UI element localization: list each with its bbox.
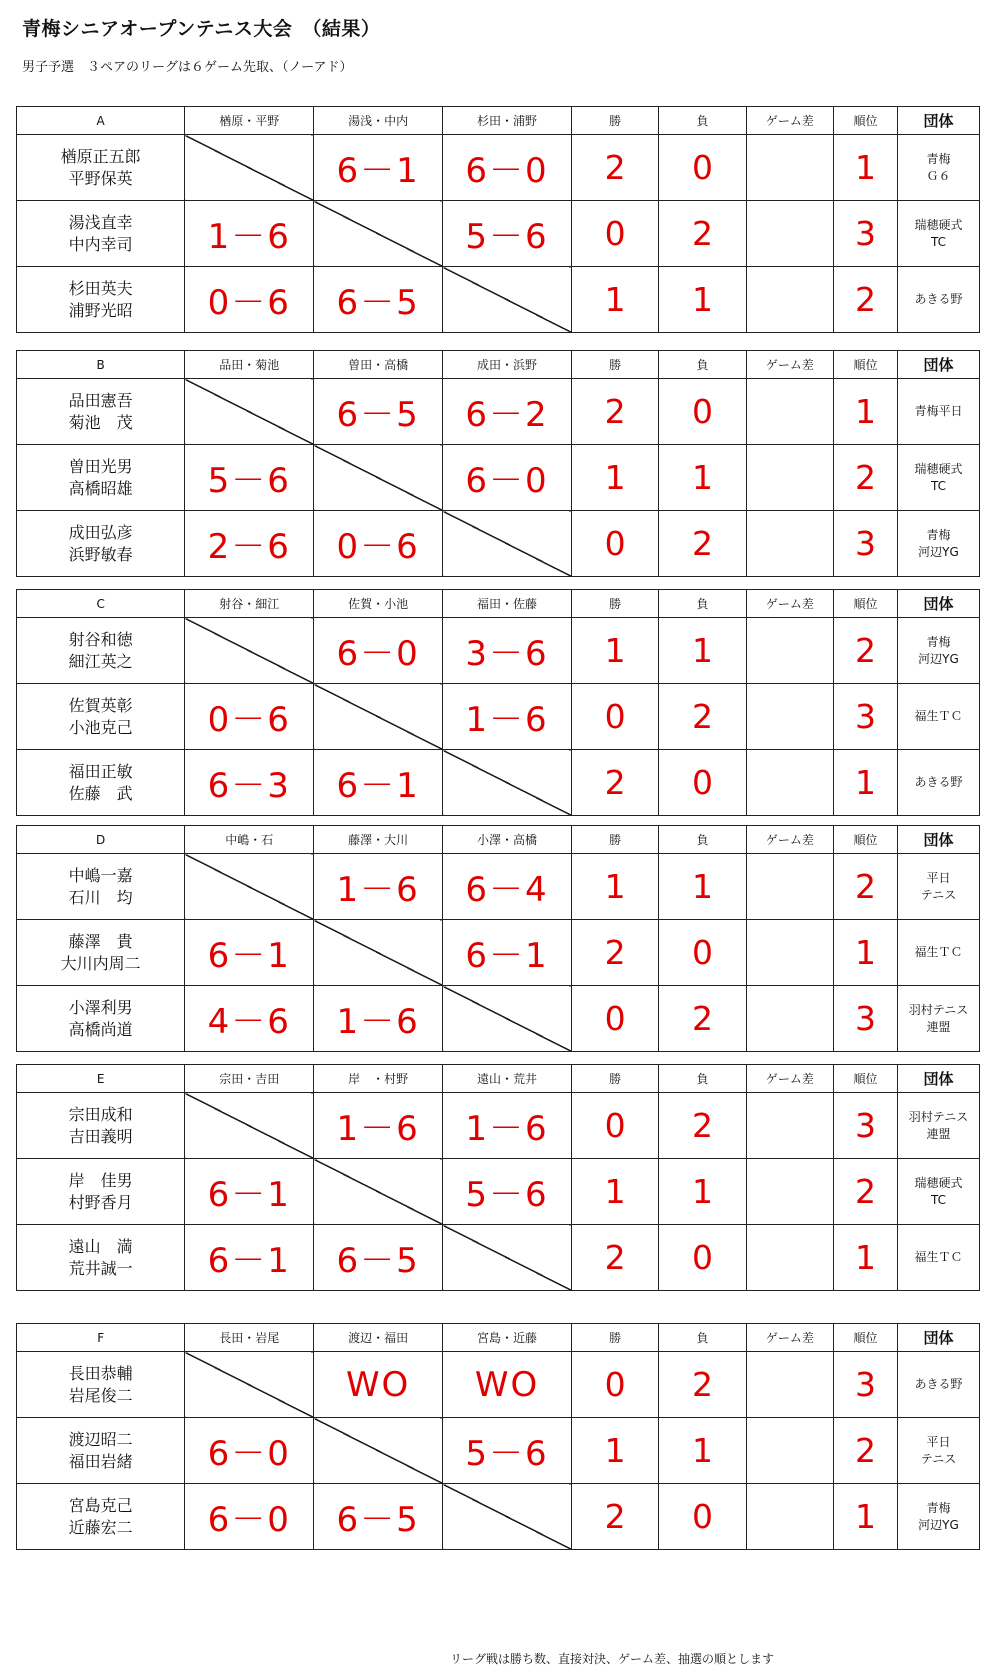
game-diff-header: ゲーム差 bbox=[746, 351, 833, 379]
self-match-cell bbox=[314, 445, 443, 511]
pair-names: 成田弘彦 浜野敏春 bbox=[17, 511, 185, 577]
table-row bbox=[17, 445, 980, 511]
table-row bbox=[17, 1352, 980, 1418]
team-header: 団体 bbox=[897, 1065, 979, 1093]
pair-column-header: 遠山・荒井 bbox=[443, 1065, 572, 1093]
loss-count: 1 bbox=[659, 445, 746, 511]
league-label: D bbox=[17, 826, 185, 854]
team-name: 福生ＴＣ bbox=[897, 1225, 979, 1291]
match-score: 0－6 bbox=[185, 267, 314, 333]
game-diff-value bbox=[746, 1225, 833, 1291]
game-diff-value bbox=[746, 445, 833, 511]
rank-value: 2 bbox=[834, 854, 898, 920]
table-row bbox=[17, 1484, 980, 1550]
match-score: 6－5 bbox=[314, 267, 443, 333]
game-diff-value bbox=[746, 267, 833, 333]
game-diff-header: ゲーム差 bbox=[746, 590, 833, 618]
match-score: 1－6 bbox=[443, 1093, 572, 1159]
pair-names: 射谷和徳 細江英之 bbox=[17, 618, 185, 684]
match-score: 6－4 bbox=[443, 854, 572, 920]
team-header: 団体 bbox=[897, 826, 979, 854]
rank-value: 2 bbox=[834, 445, 898, 511]
table-row bbox=[17, 618, 980, 684]
self-match-cell bbox=[185, 1352, 314, 1418]
pair-names: 品田憲吾 菊池 茂 bbox=[17, 379, 185, 445]
game-diff-value bbox=[746, 920, 833, 986]
team-name: あきる野 bbox=[897, 267, 979, 333]
self-match-cell bbox=[314, 684, 443, 750]
game-diff-value bbox=[746, 986, 833, 1052]
match-score: 6－1 bbox=[185, 920, 314, 986]
table-row bbox=[17, 267, 980, 333]
match-score: 1－6 bbox=[185, 201, 314, 267]
match-score: 6－5 bbox=[314, 1225, 443, 1291]
loss-count: 1 bbox=[659, 267, 746, 333]
pair-column-header: 藤澤・大川 bbox=[314, 826, 443, 854]
league-table-c bbox=[16, 589, 980, 816]
game-diff-header: ゲーム差 bbox=[746, 1324, 833, 1352]
pair-names: 杉田英夫 浦野光昭 bbox=[17, 267, 185, 333]
match-score: 6－0 bbox=[185, 1418, 314, 1484]
pair-column-header: 岸 ・村野 bbox=[314, 1065, 443, 1093]
rank-value: 1 bbox=[834, 135, 898, 201]
self-match-cell bbox=[443, 986, 572, 1052]
rank-value: 1 bbox=[834, 1484, 898, 1550]
win-count: 0 bbox=[571, 1093, 658, 1159]
pair-names: 楢原正五郎 平野保英 bbox=[17, 135, 185, 201]
footnote: リーグ戦は勝ち数、直接対決、ゲーム差、抽選の順とします bbox=[450, 1652, 775, 1666]
game-diff-value bbox=[746, 201, 833, 267]
team-name: 瑞穂硬式 TC bbox=[897, 445, 979, 511]
game-diff-value bbox=[746, 854, 833, 920]
match-score: 0－6 bbox=[314, 511, 443, 577]
win-count: 2 bbox=[571, 1484, 658, 1550]
win-count: 2 bbox=[571, 135, 658, 201]
win-header: 勝 bbox=[571, 107, 658, 135]
self-match-cell bbox=[185, 135, 314, 201]
rank-value: 3 bbox=[834, 684, 898, 750]
pair-column-header: 射谷・細江 bbox=[185, 590, 314, 618]
loss-count: 1 bbox=[659, 618, 746, 684]
match-score: 6－0 bbox=[443, 135, 572, 201]
table-row bbox=[17, 1093, 980, 1159]
match-score: 5－6 bbox=[443, 1159, 572, 1225]
table-row bbox=[17, 1225, 980, 1291]
rank-header: 順位 bbox=[834, 590, 898, 618]
match-score: 6－0 bbox=[314, 618, 443, 684]
pair-names: 中嶋一嘉 石川 均 bbox=[17, 854, 185, 920]
table-row bbox=[17, 511, 980, 577]
pair-column-header: 楢原・平野 bbox=[185, 107, 314, 135]
game-diff-value bbox=[746, 1418, 833, 1484]
self-match-cell bbox=[185, 379, 314, 445]
loss-header: 負 bbox=[659, 1324, 746, 1352]
win-count: 2 bbox=[571, 379, 658, 445]
team-name: 瑞穂硬式 TC bbox=[897, 201, 979, 267]
table-row bbox=[17, 750, 980, 816]
team-name: 福生ＴＣ bbox=[897, 920, 979, 986]
rank-header: 順位 bbox=[834, 1324, 898, 1352]
league-table-f bbox=[16, 1323, 980, 1550]
win-header: 勝 bbox=[571, 590, 658, 618]
match-score: 6－0 bbox=[443, 445, 572, 511]
loss-count: 0 bbox=[659, 1225, 746, 1291]
team-name: 青梅 河辺YG bbox=[897, 511, 979, 577]
team-name: あきる野 bbox=[897, 750, 979, 816]
pair-column-header: 湯浅・中内 bbox=[314, 107, 443, 135]
match-score: 6－0 bbox=[185, 1484, 314, 1550]
game-diff-value bbox=[746, 135, 833, 201]
rank-header: 順位 bbox=[834, 1065, 898, 1093]
team-name: 青梅 河辺YG bbox=[897, 1484, 979, 1550]
match-score: 5－6 bbox=[443, 1418, 572, 1484]
loss-count: 2 bbox=[659, 1352, 746, 1418]
self-match-cell bbox=[185, 1093, 314, 1159]
win-count: 1 bbox=[571, 854, 658, 920]
rank-value: 3 bbox=[834, 511, 898, 577]
match-score: 6－2 bbox=[443, 379, 572, 445]
pair-column-header: 曽田・高橋 bbox=[314, 351, 443, 379]
pair-column-header: 中嶋・石 bbox=[185, 826, 314, 854]
loss-count: 2 bbox=[659, 511, 746, 577]
self-match-cell bbox=[185, 854, 314, 920]
win-count: 0 bbox=[571, 986, 658, 1052]
pair-column-header: 佐賀・小池 bbox=[314, 590, 443, 618]
loss-header: 負 bbox=[659, 351, 746, 379]
match-score: 1－6 bbox=[314, 986, 443, 1052]
win-header: 勝 bbox=[571, 351, 658, 379]
win-header: 勝 bbox=[571, 826, 658, 854]
self-match-cell bbox=[314, 201, 443, 267]
rank-value: 3 bbox=[834, 201, 898, 267]
pair-column-header: 成田・浜野 bbox=[443, 351, 572, 379]
league-label: F bbox=[17, 1324, 185, 1352]
team-name: 平日 テニス bbox=[897, 1418, 979, 1484]
match-score: 5－6 bbox=[443, 201, 572, 267]
rank-value: 2 bbox=[834, 267, 898, 333]
league-table-d bbox=[16, 825, 980, 1052]
win-count: 0 bbox=[571, 684, 658, 750]
game-diff-value bbox=[746, 1159, 833, 1225]
league-header-row bbox=[17, 590, 980, 618]
win-count: 1 bbox=[571, 1159, 658, 1225]
game-diff-value bbox=[746, 379, 833, 445]
pair-names: 藤澤 貴 大川内周二 bbox=[17, 920, 185, 986]
win-count: 1 bbox=[571, 618, 658, 684]
loss-count: 1 bbox=[659, 854, 746, 920]
game-diff-value bbox=[746, 1484, 833, 1550]
rank-value: 1 bbox=[834, 750, 898, 816]
team-name: 羽村テニス 連盟 bbox=[897, 1093, 979, 1159]
win-count: 2 bbox=[571, 920, 658, 986]
team-name: 福生ＴＣ bbox=[897, 684, 979, 750]
rank-value: 3 bbox=[834, 1093, 898, 1159]
self-match-cell bbox=[443, 511, 572, 577]
game-diff-header: ゲーム差 bbox=[746, 1065, 833, 1093]
win-count: 1 bbox=[571, 445, 658, 511]
rank-value: 3 bbox=[834, 1352, 898, 1418]
pair-column-header: 杉田・浦野 bbox=[443, 107, 572, 135]
win-count: 2 bbox=[571, 1225, 658, 1291]
pair-column-header: 渡辺・福田 bbox=[314, 1324, 443, 1352]
match-score: 6－1 bbox=[185, 1159, 314, 1225]
league-label: C bbox=[17, 590, 185, 618]
pair-names: 渡辺昭二 福田岩緒 bbox=[17, 1418, 185, 1484]
table-row bbox=[17, 986, 980, 1052]
loss-count: 1 bbox=[659, 1159, 746, 1225]
match-score: WO bbox=[314, 1352, 443, 1418]
rank-value: 2 bbox=[834, 1418, 898, 1484]
pair-column-header: 小澤・高橋 bbox=[443, 826, 572, 854]
match-score: 1－6 bbox=[443, 684, 572, 750]
self-match-cell bbox=[443, 267, 572, 333]
game-diff-value bbox=[746, 750, 833, 816]
table-row bbox=[17, 1418, 980, 1484]
rank-value: 1 bbox=[834, 920, 898, 986]
team-header: 団体 bbox=[897, 107, 979, 135]
match-score: 6－5 bbox=[314, 1484, 443, 1550]
league-table-b bbox=[16, 350, 980, 577]
pair-column-header: 長田・岩尾 bbox=[185, 1324, 314, 1352]
rank-header: 順位 bbox=[834, 826, 898, 854]
table-row bbox=[17, 684, 980, 750]
league-header-row bbox=[17, 1324, 980, 1352]
league-header-row bbox=[17, 107, 980, 135]
rank-header: 順位 bbox=[834, 107, 898, 135]
league-header-row bbox=[17, 826, 980, 854]
self-match-cell bbox=[314, 920, 443, 986]
loss-count: 0 bbox=[659, 135, 746, 201]
table-row bbox=[17, 135, 980, 201]
pair-names: 小澤利男 高橋尚道 bbox=[17, 986, 185, 1052]
match-score: 6－1 bbox=[185, 1225, 314, 1291]
loss-count: 2 bbox=[659, 201, 746, 267]
loss-header: 負 bbox=[659, 107, 746, 135]
game-diff-value bbox=[746, 1352, 833, 1418]
table-row bbox=[17, 379, 980, 445]
team-name: 青梅 河辺YG bbox=[897, 618, 979, 684]
pair-names: 佐賀英彰 小池克己 bbox=[17, 684, 185, 750]
game-diff-value bbox=[746, 618, 833, 684]
pair-names: 岸 佳男 村野香月 bbox=[17, 1159, 185, 1225]
team-header: 団体 bbox=[897, 351, 979, 379]
match-score: 6－5 bbox=[314, 379, 443, 445]
self-match-cell bbox=[443, 1225, 572, 1291]
match-score: 6－1 bbox=[314, 135, 443, 201]
loss-count: 2 bbox=[659, 684, 746, 750]
team-header: 団体 bbox=[897, 1324, 979, 1352]
league-table-a bbox=[16, 106, 980, 333]
loss-header: 負 bbox=[659, 1065, 746, 1093]
match-score: 0－6 bbox=[185, 684, 314, 750]
page-title: 青梅シニアオープンテニス大会 （結果） bbox=[22, 18, 381, 40]
match-score: 1－6 bbox=[314, 854, 443, 920]
self-match-cell bbox=[185, 618, 314, 684]
table-row bbox=[17, 1159, 980, 1225]
pair-names: 長田恭輔 岩尾俊二 bbox=[17, 1352, 185, 1418]
pair-names: 宗田成和 吉田義明 bbox=[17, 1093, 185, 1159]
game-diff-header: ゲーム差 bbox=[746, 107, 833, 135]
self-match-cell bbox=[314, 1159, 443, 1225]
pair-column-header: 宮島・近藤 bbox=[443, 1324, 572, 1352]
pair-names: 遠山 満 荒井誠一 bbox=[17, 1225, 185, 1291]
win-count: 1 bbox=[571, 267, 658, 333]
loss-count: 0 bbox=[659, 379, 746, 445]
league-label: B bbox=[17, 351, 185, 379]
loss-header: 負 bbox=[659, 590, 746, 618]
team-name: 青梅 Ｇ６ bbox=[897, 135, 979, 201]
rank-value: 1 bbox=[834, 379, 898, 445]
table-row bbox=[17, 920, 980, 986]
game-diff-value bbox=[746, 511, 833, 577]
rank-header: 順位 bbox=[834, 351, 898, 379]
loss-count: 1 bbox=[659, 1418, 746, 1484]
table-row bbox=[17, 201, 980, 267]
win-header: 勝 bbox=[571, 1065, 658, 1093]
match-score: WO bbox=[443, 1352, 572, 1418]
self-match-cell bbox=[443, 750, 572, 816]
loss-count: 0 bbox=[659, 750, 746, 816]
pair-names: 宮島克己 近藤宏二 bbox=[17, 1484, 185, 1550]
team-name: 羽村テニス 連盟 bbox=[897, 986, 979, 1052]
win-count: 0 bbox=[571, 511, 658, 577]
rank-value: 1 bbox=[834, 1225, 898, 1291]
loss-count: 0 bbox=[659, 1484, 746, 1550]
match-score: 4－6 bbox=[185, 986, 314, 1052]
league-label: A bbox=[17, 107, 185, 135]
win-header: 勝 bbox=[571, 1324, 658, 1352]
table-row bbox=[17, 854, 980, 920]
self-match-cell bbox=[443, 1484, 572, 1550]
pair-names: 福田正敏 佐藤 武 bbox=[17, 750, 185, 816]
rank-value: 2 bbox=[834, 1159, 898, 1225]
game-diff-value bbox=[746, 1093, 833, 1159]
rank-value: 3 bbox=[834, 986, 898, 1052]
win-count: 1 bbox=[571, 1418, 658, 1484]
league-header-row bbox=[17, 1065, 980, 1093]
self-match-cell bbox=[314, 1418, 443, 1484]
loss-count: 2 bbox=[659, 986, 746, 1052]
loss-count: 2 bbox=[659, 1093, 746, 1159]
match-score: 5－6 bbox=[185, 445, 314, 511]
pair-column-header: 品田・菊池 bbox=[185, 351, 314, 379]
win-count: 0 bbox=[571, 201, 658, 267]
match-score: 6－1 bbox=[443, 920, 572, 986]
league-header-row bbox=[17, 351, 980, 379]
rank-value: 2 bbox=[834, 618, 898, 684]
team-header: 団体 bbox=[897, 590, 979, 618]
pair-column-header: 福田・佐藤 bbox=[443, 590, 572, 618]
pair-column-header: 宗田・吉田 bbox=[185, 1065, 314, 1093]
loss-count: 0 bbox=[659, 920, 746, 986]
team-name: 青梅平日 bbox=[897, 379, 979, 445]
match-score: 3－6 bbox=[443, 618, 572, 684]
league-table-e bbox=[16, 1064, 980, 1291]
team-name: 瑞穂硬式 TC bbox=[897, 1159, 979, 1225]
pair-names: 湯浅直幸 中内幸司 bbox=[17, 201, 185, 267]
win-count: 0 bbox=[571, 1352, 658, 1418]
game-diff-header: ゲーム差 bbox=[746, 826, 833, 854]
match-score: 6－1 bbox=[314, 750, 443, 816]
game-diff-value bbox=[746, 684, 833, 750]
team-name: あきる野 bbox=[897, 1352, 979, 1418]
match-score: 6－3 bbox=[185, 750, 314, 816]
match-score: 1－6 bbox=[314, 1093, 443, 1159]
team-name: 平日 テニス bbox=[897, 854, 979, 920]
page-subtitle: 男子予選 ３ペアのリーグは６ゲーム先取、（ノーアド） bbox=[22, 60, 353, 75]
loss-header: 負 bbox=[659, 826, 746, 854]
win-count: 2 bbox=[571, 750, 658, 816]
league-label: E bbox=[17, 1065, 185, 1093]
match-score: 2－6 bbox=[185, 511, 314, 577]
pair-names: 曽田光男 高橋昭雄 bbox=[17, 445, 185, 511]
